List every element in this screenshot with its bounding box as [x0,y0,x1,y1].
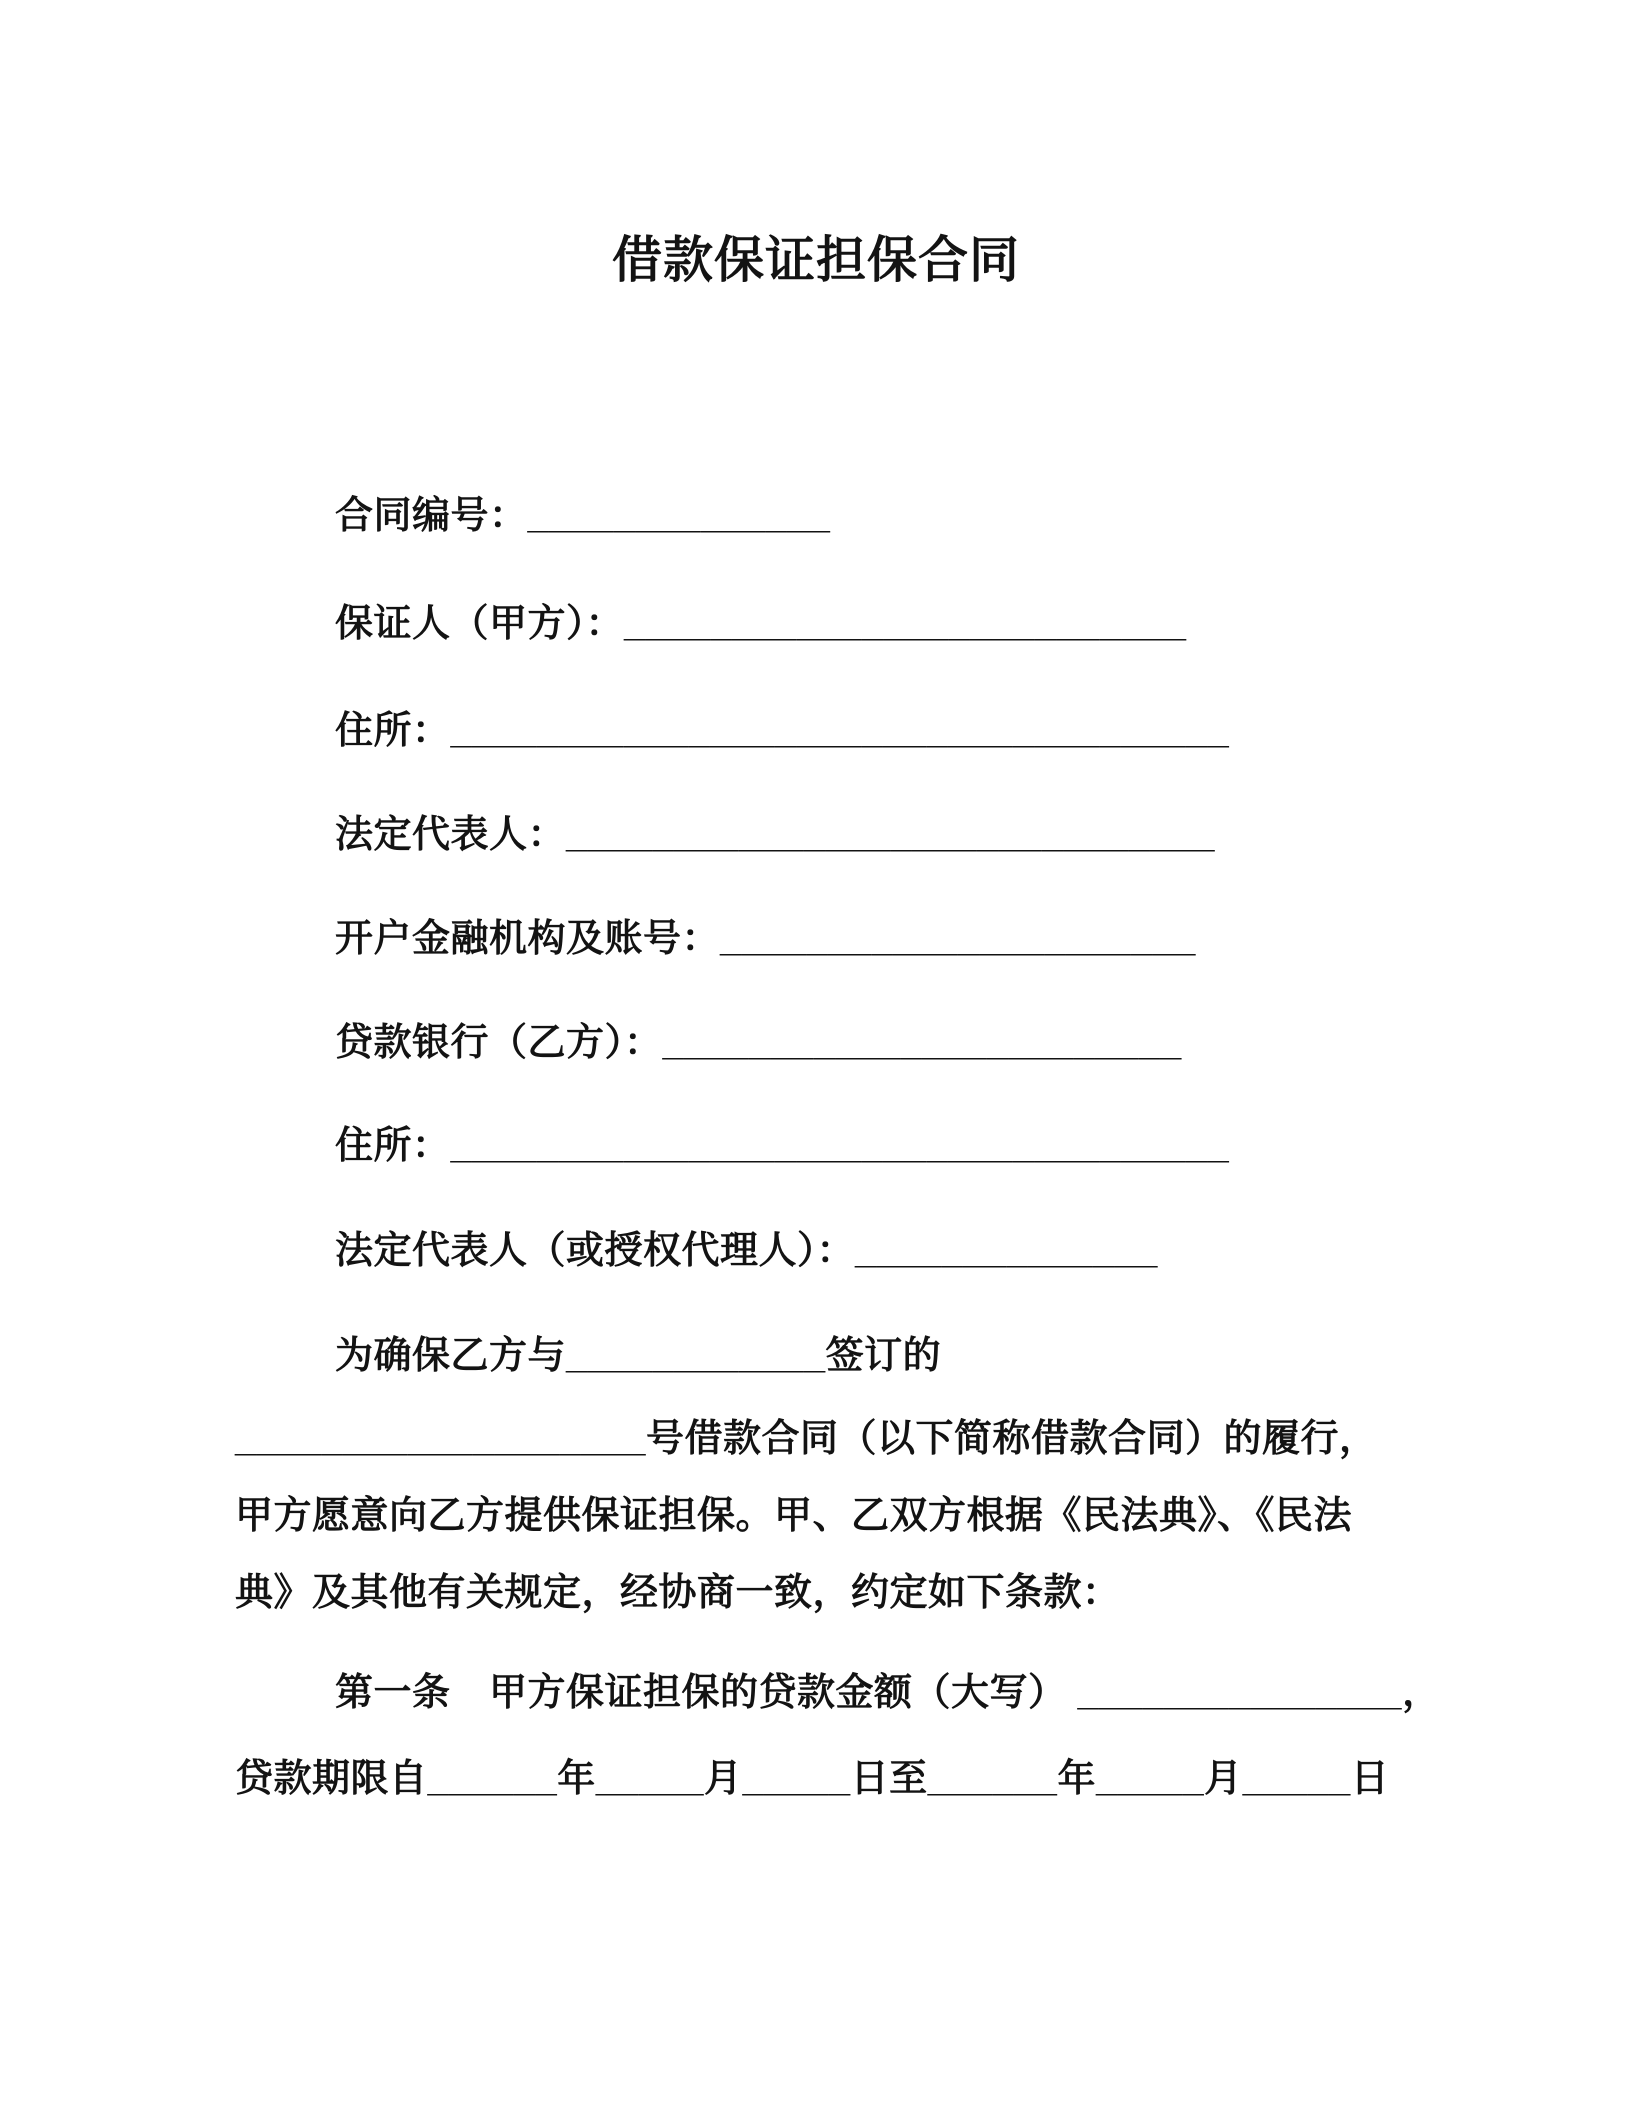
field-legal-representative: 法定代表人：______________________________ [335,814,1216,856]
field-lender-bank-party-b: 贷款银行（乙方）：________________________ [335,1022,1182,1064]
clause-one-line-1: 第一条 甲方保证担保的贷款金额（大写） _______________， [335,1672,1441,1714]
preamble-line-4: 典》及其他有关规定，经协商一致，约定如下条款： [235,1572,1121,1614]
field-guarantor-party-a: 保证人（甲方）：__________________________ [335,603,1187,645]
preamble-line-1: 为确保乙方与____________签订的 [335,1335,942,1377]
field-bank-account: 开户金融机构及账号：______________________ [335,918,1196,960]
field-lender-address: 住所：____________________________________ [335,1125,1230,1167]
preamble-line-3: 甲方愿意向乙方提供保证担保。甲、乙双方根据《民法典》、《民法 [235,1495,1353,1537]
clause-one-line-2: 贷款期限自______年_____月_____日至______年_____月_____日 [235,1758,1390,1800]
field-lender-representative: 法定代表人（或授权代理人）：______________ [335,1230,1158,1272]
field-guarantor-address: 住所：____________________________________ [335,710,1230,752]
preamble-line-2: ___________________号借款合同（以下简称借款合同）的履行， [235,1418,1378,1460]
document-title: 借款保证担保合同 [612,232,1020,288]
field-contract-number: 合同编号：______________ [335,495,831,537]
